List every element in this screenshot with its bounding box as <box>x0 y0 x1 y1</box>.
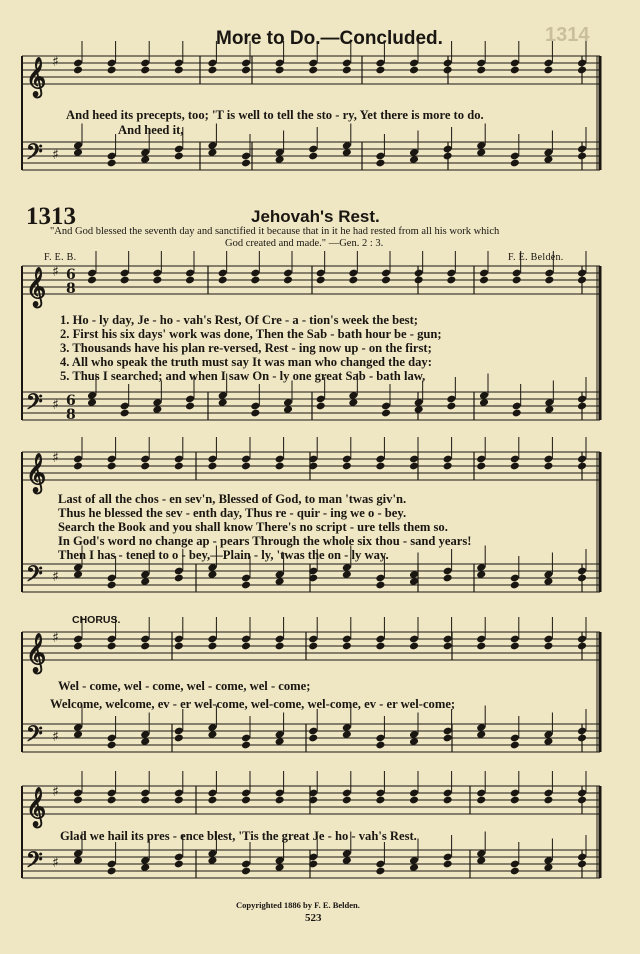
note-head <box>275 66 285 75</box>
bass-clef: 𝄢 <box>26 848 43 878</box>
note-head <box>443 734 453 743</box>
note-head <box>107 159 117 168</box>
note-head <box>120 409 130 418</box>
note-head <box>107 66 117 75</box>
note-head <box>443 860 453 869</box>
bass-clef: 𝄢 <box>26 562 43 592</box>
note-head <box>375 796 385 805</box>
hymn-title: Jehovah's Rest. <box>251 207 380 226</box>
note-head <box>443 796 453 805</box>
note-head <box>275 796 285 805</box>
note-head <box>308 642 318 651</box>
note-head <box>174 734 184 743</box>
note-head <box>510 642 520 651</box>
page-number: 523 <box>305 912 322 924</box>
stanza-1-line-a: 1. Ho - ly day, Je - ho - vah's Rest, Of Cre - a - tion's week the best; <box>60 313 418 327</box>
key-signature-sharp: ♯ <box>52 784 59 800</box>
note-head <box>174 462 184 471</box>
note-head <box>107 642 117 651</box>
note-head <box>543 796 553 805</box>
note-head <box>577 574 587 583</box>
note-head <box>375 159 385 168</box>
note-head <box>446 402 456 411</box>
note-head <box>316 402 326 411</box>
key-signature-sharp: ♯ <box>52 569 59 585</box>
bass-clef: 𝄢 <box>26 722 43 752</box>
note-head <box>174 152 184 161</box>
note-head <box>250 409 260 418</box>
note-head <box>73 642 83 651</box>
note-head <box>543 462 553 471</box>
bass-clef: 𝄢 <box>26 390 43 420</box>
note-head <box>510 867 520 876</box>
note-head <box>577 66 587 75</box>
note-head <box>107 867 117 876</box>
note-head <box>381 276 391 285</box>
note-head <box>316 276 326 285</box>
note-head <box>476 462 486 471</box>
note-head <box>185 402 195 411</box>
bass-clef: 𝄢 <box>26 140 43 170</box>
note-head <box>577 402 587 411</box>
note-head <box>241 66 251 75</box>
note-head <box>479 276 489 285</box>
note-head <box>342 642 352 651</box>
key-signature-sharp: ♯ <box>52 264 59 280</box>
note-head <box>348 276 358 285</box>
key-signature-sharp: ♯ <box>52 855 59 871</box>
note-head <box>577 642 587 651</box>
note-head <box>152 276 162 285</box>
note-head <box>577 462 587 471</box>
hymn-number: 1313 <box>26 203 76 230</box>
note-head <box>107 741 117 750</box>
note-head <box>375 462 385 471</box>
note-head <box>308 66 318 75</box>
stanza-4-line-a: 4. All who speak the truth must say It was man who changed the day: <box>60 355 432 369</box>
note-head <box>174 860 184 869</box>
note-head <box>73 796 83 805</box>
note-head <box>577 734 587 743</box>
note-head <box>409 796 419 805</box>
note-head <box>207 462 217 471</box>
note-head <box>107 462 117 471</box>
treble-clef: 𝄞 <box>26 633 47 673</box>
note-head <box>342 796 352 805</box>
treble-clef: 𝄞 <box>26 787 47 827</box>
note-head <box>120 276 130 285</box>
note-head <box>140 796 150 805</box>
note-head <box>250 276 260 285</box>
stanza-1-line-b: Last of all the chos - en sev'n, Blessed of God, to man 'twas giv'n. <box>58 492 407 506</box>
stanza-3-line-b: Search the Book and you shall know There's no script - ure tells them so. <box>58 520 448 534</box>
note-head <box>510 796 520 805</box>
stanza-2-line-b: Thus he blessed the sev - enth day, Thus re - quir - ing we o - bey. <box>58 506 407 520</box>
note-head <box>375 741 385 750</box>
note-head <box>342 462 352 471</box>
note-head <box>443 462 453 471</box>
note-head <box>207 66 217 75</box>
note-head <box>476 66 486 75</box>
concluded-lyric-line-2: And heed it, <box>118 123 184 137</box>
note-head <box>73 462 83 471</box>
note-head <box>207 642 217 651</box>
concluded-lyric-line-1: And heed its precepts, too; 'T is well to tell the sto - ry, Yet there is more to do. <box>66 108 484 122</box>
note-head <box>73 66 83 75</box>
note-head <box>140 66 150 75</box>
note-head <box>241 796 251 805</box>
note-head <box>510 66 520 75</box>
note-head <box>375 66 385 75</box>
chorus-line-1: Wel - come, wel - come, wel - come, wel - come; <box>58 679 311 693</box>
note-head <box>174 574 184 583</box>
stanza-5-line-a: 5. Thus I searched; and when I saw On - ly one great Sab - bath law, <box>60 369 426 383</box>
stanza-4-line-b: In God's word no change ap - pears Through the whole six thou - sand years! <box>58 534 472 548</box>
note-head <box>275 642 285 651</box>
running-title: More to Do.—Concluded. <box>216 28 443 49</box>
copyright-notice: Copyrighted 1886 by F. E. Belden. <box>236 900 360 910</box>
note-head <box>241 159 251 168</box>
note-head <box>140 642 150 651</box>
note-head <box>409 66 419 75</box>
chorus-label: CHORUS. <box>72 614 121 626</box>
epigraph-line-1: "And God blessed the seventh day and sanctified it because that in it he had rested from all his work which <box>50 226 500 237</box>
composer-credit: F. E. Belden. <box>508 252 564 263</box>
note-head <box>446 276 456 285</box>
stanza-3-line-a: 3. Thousands have his plan re-versed, Rest - ing now up - on the first; <box>60 341 432 355</box>
note-head <box>409 642 419 651</box>
note-head <box>375 642 385 651</box>
note-head <box>443 642 453 651</box>
epigraph-line-2: God created and made." —Gen. 2 : 3. <box>225 238 384 249</box>
note-head <box>107 581 117 590</box>
note-head <box>241 462 251 471</box>
note-head <box>476 642 486 651</box>
note-head <box>107 796 117 805</box>
chorus-line-3: Glad we hail its pres - ence blest, 'Tis the great Je - ho - vah's Rest. <box>60 829 417 843</box>
note-head <box>414 276 424 285</box>
lyricist-credit: F. E. B. <box>44 252 77 263</box>
note-head <box>241 642 251 651</box>
note-head <box>87 276 97 285</box>
note-head <box>510 741 520 750</box>
key-signature-sharp: ♯ <box>52 147 59 163</box>
stanza-2-line-a: 2. First his six days' work was done, Then the Sab - bath hour be - gun; <box>60 327 442 341</box>
note-head <box>577 796 587 805</box>
note-head <box>308 152 318 161</box>
note-head <box>381 409 391 418</box>
note-head <box>174 642 184 651</box>
note-head <box>375 581 385 590</box>
note-head <box>510 581 520 590</box>
note-head <box>577 860 587 869</box>
note-head <box>543 642 553 651</box>
key-signature-sharp: ♯ <box>52 729 59 745</box>
note-head <box>185 276 195 285</box>
chorus-line-2: Welcome, welcome, ev - er wel-come, wel-come, wel-come, ev - er wel-come; <box>50 697 456 711</box>
note-head <box>510 462 520 471</box>
note-head <box>218 276 228 285</box>
treble-clef: 𝄞 <box>26 57 47 97</box>
treble-clef: 𝄞 <box>26 453 47 493</box>
note-head <box>443 574 453 583</box>
time-signature-bottom: 8 <box>66 281 76 297</box>
time-signature-top: 6 <box>66 267 76 283</box>
note-head <box>241 867 251 876</box>
time-signature-bottom: 8 <box>66 407 76 423</box>
treble-clef: 𝄞 <box>26 267 47 307</box>
note-head <box>207 796 217 805</box>
note-head <box>275 462 285 471</box>
note-head <box>510 159 520 168</box>
note-head <box>174 796 184 805</box>
note-head <box>577 152 587 161</box>
note-head <box>544 276 554 285</box>
note-head <box>512 276 522 285</box>
note-head <box>443 152 453 161</box>
note-head <box>443 66 453 75</box>
key-signature-sharp: ♯ <box>52 397 59 413</box>
note-head <box>140 462 150 471</box>
note-head <box>174 66 184 75</box>
note-head <box>543 66 553 75</box>
key-signature-sharp: ♯ <box>52 54 59 70</box>
note-head <box>241 581 251 590</box>
note-head <box>375 867 385 876</box>
note-head <box>308 734 318 743</box>
note-head <box>283 276 293 285</box>
note-head <box>476 796 486 805</box>
note-head <box>577 276 587 285</box>
corner-page-number: 1314 <box>545 24 590 46</box>
key-signature-sharp: ♯ <box>52 630 59 646</box>
key-signature-sharp: ♯ <box>52 450 59 466</box>
time-signature-top: 6 <box>66 393 76 409</box>
note-head <box>512 409 522 418</box>
note-head <box>241 741 251 750</box>
note-head <box>342 66 352 75</box>
stanza-5-line-b: Then I has - tened to o - bey,—Plain - ly, 'twas the on - ly way. <box>58 548 389 562</box>
